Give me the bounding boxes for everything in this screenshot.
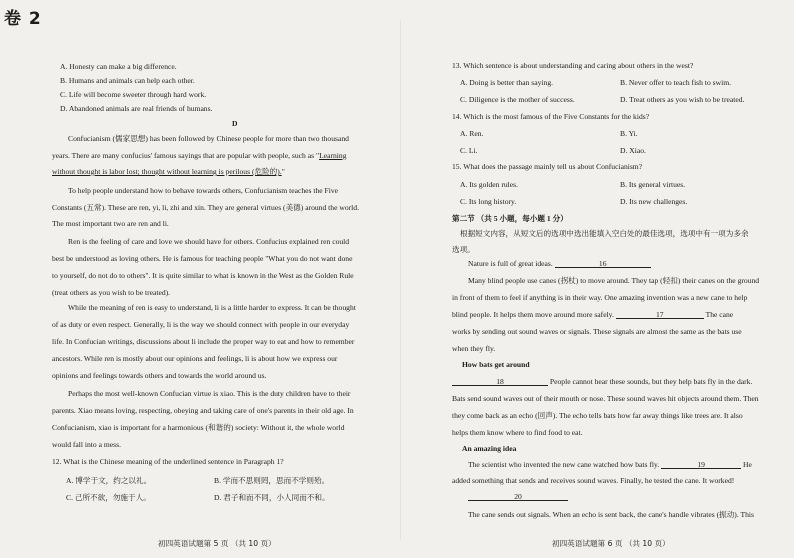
para5-line: Confucianism, xiao is important for a harmonious (和谐的) society: Without it, the whole world — [52, 423, 345, 432]
option-a: A. Honesty can make a big difference. — [60, 62, 177, 71]
q12-option-d: D. 君子和而不同，小人同而不和。 — [214, 493, 330, 502]
blank-number: 18 — [496, 377, 504, 386]
passage-line: helps them know where to find food to eat. — [452, 428, 583, 437]
question-13: 13. Which sentence is about understanding and caring about others in the west? — [452, 61, 694, 70]
q12-option-b: B. 学而不思则罔，思而不学则殆。 — [214, 476, 330, 485]
q13-option-a: A. Doing is better than saying. — [460, 78, 554, 87]
para1-text: years. There are many confucius' famous sayings that are popular with people, such as " — [52, 151, 320, 160]
para4-line: life. In Confucian writings, discussions about li include the proper way to eat and how to remember — [52, 337, 355, 346]
underlined-sentence: Learning — [319, 151, 347, 160]
option-b: B. Humans and animals can help each other. — [60, 76, 195, 85]
passage-line — [468, 492, 568, 501]
q14-option-b: B. Yi. — [620, 129, 638, 138]
para4-line: While the meaning of ren is easy to understand, li is a little harder to express. It can be thought — [68, 303, 356, 312]
section2-instructions: 根据短文内容，从短文后的选项中选出能填入空白处的最佳选项，选项中有一项为多余 — [460, 229, 749, 238]
section-letter: D — [232, 119, 238, 128]
passage-line: works by sending out sound waves or signals. These signals are almost the same as the bats use — [452, 327, 742, 336]
blank-18[interactable] — [452, 377, 548, 386]
passage-line — [452, 377, 752, 386]
blank-19[interactable] — [661, 460, 741, 469]
q13-option-c: C. Diligence is the mother of success. — [460, 95, 575, 104]
page-footer-right: 初四英语试题第 6 页 （共 10 页） — [552, 539, 670, 548]
passage-text: blind people. It helps them move around more safely. — [452, 310, 614, 319]
q12-option-a: A. 博学于文，约之以礼。 — [66, 476, 152, 485]
q13-option-b: B. Never offer to teach fish to swim. — [620, 78, 731, 87]
q15-option-d: D. Its new challenges. — [620, 197, 688, 206]
blank-number: 16 — [598, 259, 607, 268]
option-d: D. Abandoned animals are real friends of humans. — [60, 104, 213, 113]
subheading-idea: An amazing idea — [462, 444, 517, 453]
passage-text: He — [743, 460, 752, 469]
question-15: 15. What does the passage mainly tell us about Confucianism? — [452, 162, 643, 171]
underlined-sentence: without thought is labor lost; thought without learning is perilous (危险的). — [52, 167, 282, 176]
passage-line — [468, 259, 651, 268]
q14-option-c: C. Li. — [460, 146, 478, 155]
passage-line: in front of them to feel if anything is in their way. One amazing invention was a new cane to help — [452, 293, 748, 302]
page-divider — [400, 20, 401, 540]
blank-20[interactable] — [468, 492, 568, 501]
quote-mark: " — [281, 167, 285, 176]
para2-line: To help people understand how to behave towards others, Confucianism teaches the Five — [68, 186, 339, 195]
section2-instructions: 选项。 — [452, 245, 475, 254]
section2-title: 第二节 （共 5 小题，每小题 1 分） — [452, 214, 568, 223]
para3-line: Ren is the feeling of care and love we should have for others. Confucius explained ren could — [68, 237, 350, 246]
passage-line: Bats send sound waves out of their mouth or nose. These sound waves hit objects around them. Then — [452, 394, 759, 403]
para1-line — [52, 167, 285, 176]
question-12: 12. What is the Chinese meaning of the underlined sentence in Paragraph 1? — [52, 457, 284, 466]
passage-line: when they fly. — [452, 344, 496, 353]
para3-line: to yourself, do not do to others". It is quite similar to what is known in the West as the Golden Rule — [52, 271, 354, 280]
question-14: 14. Which is the most famous of the Five Constants for the kids? — [452, 112, 650, 121]
passage-line — [452, 310, 733, 319]
passage-line: added something that sends and receives sound waves. Finally, he tested the cane. It worked! — [452, 476, 735, 485]
para4-line: ancestors. While ren is mostly about our opinions and feelings, li is about how we express our — [52, 354, 338, 363]
blank-number: 17 — [656, 310, 664, 319]
blank-17[interactable] — [616, 310, 704, 319]
para4-line: opinions and feelings towards others and towards the world around us. — [52, 371, 267, 380]
q14-option-a: A. Ren. — [460, 129, 484, 138]
para5-line: would fall into a mess. — [52, 440, 121, 449]
q15-option-c: C. Its long history. — [460, 197, 517, 206]
passage-text: The cane — [705, 310, 734, 319]
q12-option-c: C. 己所不欲，勿施于人。 — [66, 493, 151, 502]
subheading-bats: How bats get around — [462, 360, 530, 369]
page-footer-left: 初四英语试题第 5 页 （共 10 页） — [158, 539, 276, 548]
para4-line: of as duty or even respect. Generally, li is the way we should connect with people in our everyday — [52, 320, 350, 329]
blank-16[interactable] — [555, 259, 651, 268]
para5-line: Perhaps the most well-known Confucian virtue is xiao. This is the duty children have to their — [68, 389, 351, 398]
passage-line: they come back as an echo (回声). The echo tells bats how far away things like trees are. It also — [452, 411, 743, 420]
q13-option-d: D. Treat others as you wish to be treated. — [620, 95, 745, 104]
para2-line: The most important two are ren and li. — [52, 219, 169, 228]
para2-line: Constants (五常). These are ren, yi, li, zhi and xin. They are general virtues (美德) around the world. — [52, 203, 359, 212]
para5-line: parents. Xiao means loving, respecting, obeying and taking care of one's parents in their old age. In — [52, 406, 354, 415]
passage-line: Many blind people use canes (拐杖) to move around. They tap (轻扣) their canes on the ground — [468, 276, 760, 285]
q15-option-b: B. Its general virtues. — [620, 180, 686, 189]
option-c: C. Life will become sweeter through hard work. — [60, 90, 207, 99]
passage-line — [468, 460, 752, 469]
para3-line: (treat others as you wish to be treated). — [52, 288, 171, 297]
para1-line: Confucianism (儒家思想) has been followed by Chinese people for more than two thousand — [68, 134, 349, 143]
passage-text: Nature is full of great ideas. — [468, 259, 553, 268]
para3-line: best be understood as loving others. He is famous for teaching people "What you do not want done — [52, 254, 353, 263]
q14-option-d: D. Xiao. — [620, 146, 646, 155]
q15-option-a: A. Its golden rules. — [460, 180, 518, 189]
volume-label: 卷 2 — [4, 9, 42, 29]
passage-line: The cane sends out signals. When an echo is sent back, the cane's handle vibrates (振动). This — [468, 510, 754, 519]
blank-number: 19 — [697, 460, 705, 469]
passage-text: People cannot hear these sounds, but they help bats fly in the dark. — [549, 377, 753, 386]
para1-line — [52, 151, 347, 160]
blank-number: 20 — [514, 492, 522, 501]
passage-text: The scientist who invented the new cane watched how bats fly. — [468, 460, 660, 469]
